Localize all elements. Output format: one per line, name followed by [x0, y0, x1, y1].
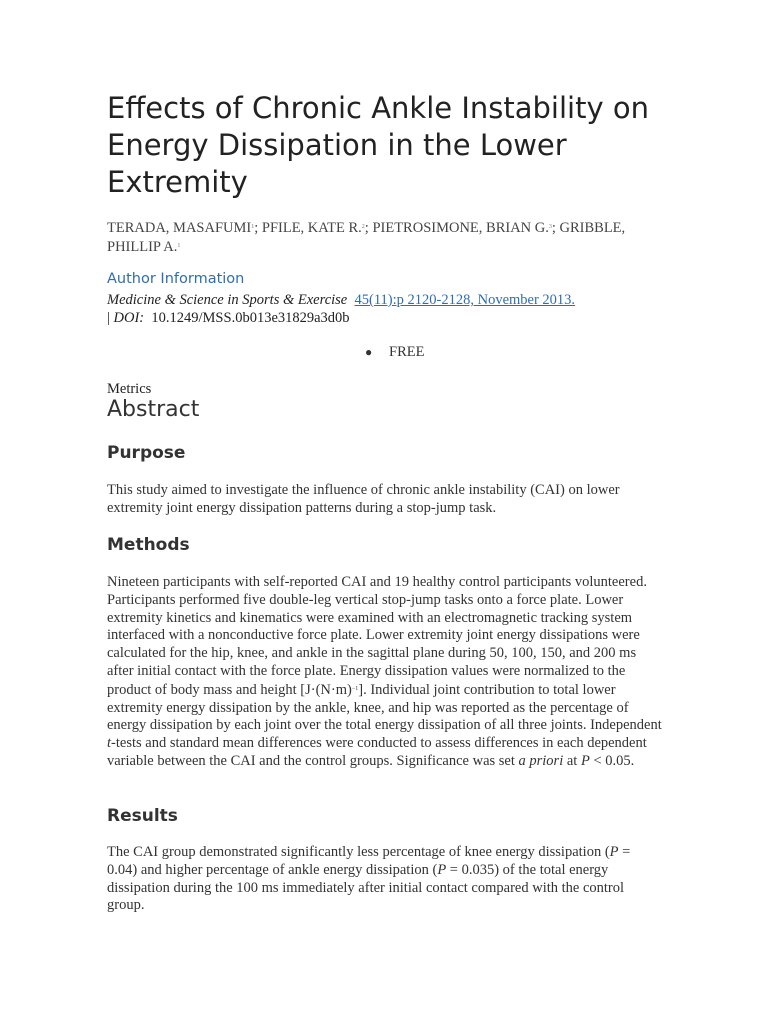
- doi-value: 10.1249/MSS.0b013e31829a3d0b: [151, 310, 350, 326]
- methods-text-part: < 0.05.: [589, 752, 635, 769]
- doi-label: DOI:: [113, 310, 145, 326]
- purpose-heading: Purpose: [107, 443, 186, 463]
- author-affiliation-mark: 1: [251, 224, 255, 230]
- issue-link[interactable]: 45(11):p 2120-2128, November 2013.: [354, 292, 576, 308]
- results-text-part: = 0.04) and higher percentage of ankle energy dissipation (: [107, 844, 631, 878]
- author-name[interactable]: TERADA, MASAFUMI: [107, 220, 252, 236]
- methods-heading: Methods: [107, 535, 190, 555]
- results-text-part: = 0.035) of the total energy dissipation during the 100 ms immediately after initial contact compared with the control group.: [107, 861, 625, 914]
- methods-text-part: ]. Individual joint contribution to total lower extremity energy dissipation by the ankle, knee, and hip was reported as the percentage of energy dissipation by each joint over the total energy dissipation of all three joints. Independent: [107, 681, 662, 734]
- author-affiliation-mark: 3: [548, 224, 552, 230]
- author-separator: ;: [254, 220, 262, 236]
- author-name[interactable]: PIETROSIMONE, BRIAN G.: [372, 220, 549, 236]
- author-affiliation-mark: 1: [177, 243, 181, 249]
- t-italic: t: [107, 735, 112, 752]
- exponent: −1: [351, 685, 359, 692]
- methods-text: [107, 574, 663, 771]
- p-italic: P: [580, 752, 590, 769]
- access-badge: [365, 344, 424, 361]
- bullet-icon: ●: [365, 345, 373, 359]
- author-affiliation-mark: 2: [361, 224, 365, 230]
- journal-name: Medicine & Science in Sports & Exercise: [107, 292, 348, 308]
- author-separator: ;: [364, 220, 373, 236]
- author-name[interactable]: PFILE, KATE R.: [261, 220, 362, 236]
- author-separator: ;: [551, 220, 560, 236]
- author-list: [107, 218, 663, 256]
- abstract-heading: Abstract: [107, 397, 200, 422]
- article-title: Effects of Chronic Ankle Instability on Energy Dissipation in the Lower Extremity: [107, 91, 649, 199]
- p-italic: P: [609, 844, 619, 860]
- doi-separator: |: [107, 310, 114, 326]
- methods-text-part: -tests and standard mean differences were conducted to assess differences in each dependent variable between the CAI and the control groups. Significance was set: [107, 735, 647, 769]
- results-text: [107, 844, 663, 915]
- metrics-link[interactable]: Metrics: [107, 381, 152, 397]
- methods-text-part: Nineteen participants with self-reported CAI and 19 healthy control participants volunteered. Participants performed five double-leg vertical stop-jump tasks onto a force plate. Lower extremity kinetics and kinematics were examined with an electromagnetic tracking system interfaced with a nonconductive force plate. Lower extremity joint energy dissipations were calculated for the hip, knee, and ankle in the sagittal plane during 50, 100, 150, and 200 ms after initial contact with the force plate. Energy dissipation values were normalized to the product of body mass and height [J·(N·m): [107, 574, 647, 698]
- free-label: FREE: [389, 344, 425, 360]
- p-italic: P: [437, 861, 447, 878]
- citation-line: [107, 291, 577, 327]
- purpose-text: This study aimed to investigate the influence of chronic ankle instability (CAI) on lower extremity joint energy dissipation patterns during a stop-jump task.: [107, 482, 620, 516]
- results-text-part: The CAI group demonstrated significantly less percentage of knee energy dissipation (: [107, 844, 610, 860]
- results-heading: Results: [107, 806, 178, 826]
- author-name[interactable]: GRIBBLE, PHILLIP A.: [107, 220, 626, 255]
- author-information-link[interactable]: Author Information: [107, 271, 245, 287]
- methods-text-part: at: [563, 752, 581, 769]
- a-priori-italic: a priori: [518, 752, 564, 769]
